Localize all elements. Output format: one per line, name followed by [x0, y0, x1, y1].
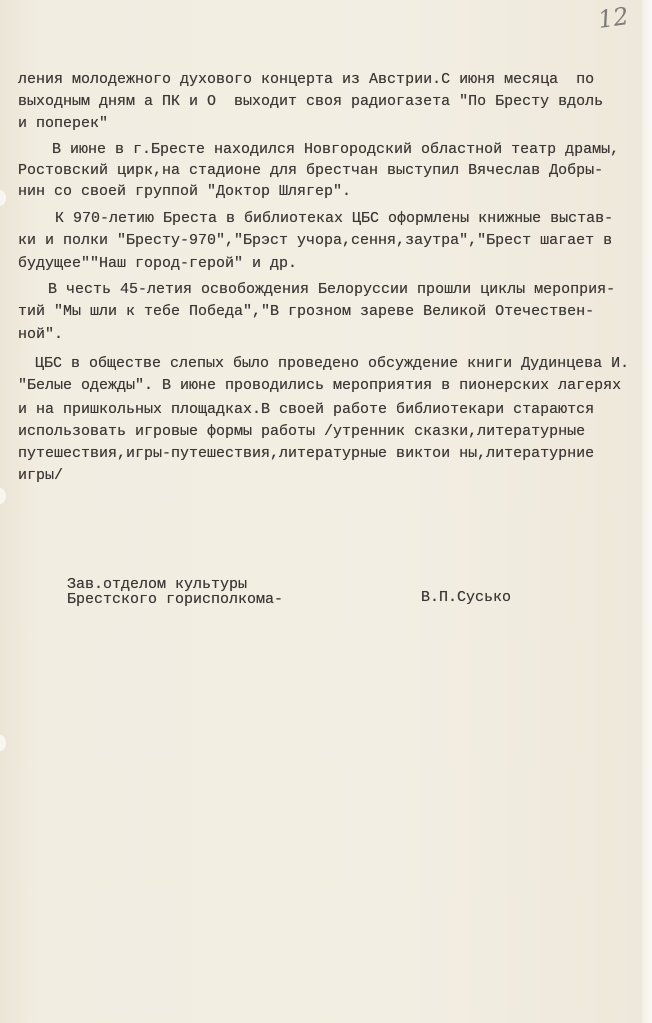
body-line: путешествия,игры-путешествия,литературные виктои ны,литературние [18, 445, 595, 462]
body-line: ной". [18, 326, 64, 343]
body-line: выходным дням а ПК и О выходит своя радиогазета "По Бресту вдоль [18, 93, 604, 110]
body-line: Ростовский цирк,на стадионе для брестчан выступил Вячеслав Добры- [18, 162, 604, 179]
body-line: В июне в г.Бресте находился Новгородский областной театр драмы, [52, 141, 620, 158]
body-line: ЦБС в обществе слепых было проведено обсуждение книги Дудинцева И. [35, 355, 630, 372]
signature-title-line2: Брестского горисполкома- [67, 591, 284, 608]
body-line: будущее""Наш город-герой" и др. [18, 255, 298, 272]
body-line: ки и полки "Бресту-970","Брэст учора,сення,заутра","Брест шагает в [18, 232, 613, 249]
body-line: и на пришкольных площадках.В своей работе библиотекари стараются [18, 401, 595, 418]
signature-title-line1: Зав.отделом культуры [67, 576, 248, 593]
page-number: 12 [596, 2, 631, 34]
body-line: "Белые одежды". В июне проводились мероприятия в пионерских лагерях [18, 377, 622, 394]
body-line: игры/ [18, 467, 64, 484]
body-line: В честь 45-летия освобождения Белоруссии прошли циклы мероприя- [48, 281, 616, 298]
page-edge [642, 0, 652, 1023]
body-line: использовать игровые формы работы /утренник сказки,литературные [18, 423, 586, 440]
body-line: и поперек" [18, 115, 109, 132]
signature-name: В.П.Сусько [421, 589, 512, 606]
body-line: нин со своей группой "Доктор Шлягер". [18, 183, 352, 200]
body-line: К 970-летию Бреста в библиотеках ЦБС оформлены книжные выстав- [55, 210, 614, 227]
body-line: ления молодежного духового концерта из Австрии.С июня месяца по [18, 71, 595, 88]
body-line: тий "Мы шли к тебе Победа","В грозном зареве Великой Отечествен- [18, 303, 595, 320]
